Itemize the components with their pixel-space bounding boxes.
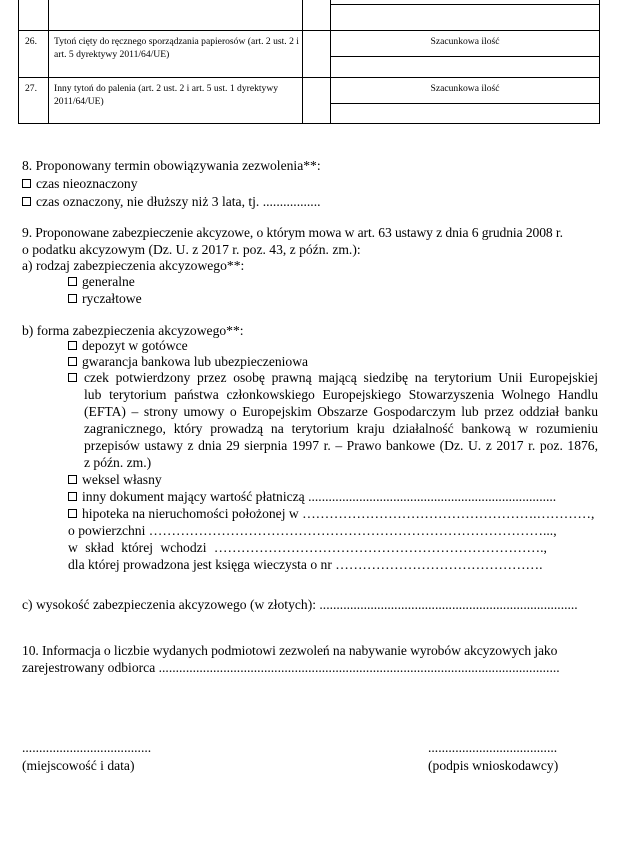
table-inner-line [330, 56, 600, 57]
checkbox-icon[interactable] [22, 197, 31, 206]
table-row-border [18, 77, 600, 78]
section9c-amount-field[interactable]: c) wysokość zabezpieczenia akcyzowego (w złotych): ............................................................................ [22, 597, 578, 612]
table-row-description: Inny tytoń do palenia (art. 2 ust. 2 i art. 5 ust. 1 dyrektywy 2011/64/UE) [54, 83, 279, 107]
section9-heading-line2: o podatku akcyzowym (Dz. U. z 2017 r. poz. 43, z późn. zm.): [22, 242, 361, 257]
cheque-text-line: lub terytorium państwa członkowskiego Europejskiego Stowarzyszenia Wolnego Handlu [84, 387, 598, 402]
option-label: depozyt w gotówce [82, 338, 188, 353]
signature-label: (podpis wnioskodawcy) [428, 758, 559, 773]
table-row-number: 27. [25, 83, 37, 94]
cheque-text-line: (EFTA) – strony umowy o Europejskim Obszarze Gospodarczym lub przez oddział banku [84, 404, 598, 419]
checkbox-icon[interactable] [68, 492, 77, 501]
section9b-option-promissory-note[interactable] [68, 471, 162, 488]
mortgage-land-register-field[interactable]: dla której prowadzona jest księga wieczysta o nr ………………………………………. [68, 557, 543, 572]
cheque-text-line: z późn. zm.) [84, 455, 152, 470]
checkbox-icon[interactable] [68, 277, 77, 286]
option-label: weksel własny [82, 472, 162, 487]
table-divider-num [48, 0, 49, 124]
option-label: czas nieoznaczony [36, 176, 138, 191]
section9a-option-general[interactable] [68, 273, 135, 290]
checkbox-icon[interactable] [68, 373, 77, 382]
table-row-qty-label: Szacunkowa ilość [430, 36, 500, 47]
section9b-option-cheque[interactable] [68, 369, 82, 386]
checkbox-icon[interactable] [68, 341, 77, 350]
table-inner-line [330, 103, 600, 104]
checkbox-icon[interactable] [22, 179, 31, 188]
option-label: gwarancja bankowa lub ubezpieczeniowa [82, 354, 309, 369]
section9b-option-guarantee[interactable] [68, 353, 308, 370]
section10-count-field[interactable]: zarejestrowany odbiorca ...................................................................................................................... [22, 660, 560, 675]
option-label: generalne [82, 274, 135, 289]
products-table [18, 0, 600, 124]
section8-option-fixed[interactable] [22, 193, 321, 210]
place-date-dots[interactable]: ...................................... [22, 740, 152, 755]
checkbox-icon[interactable] [68, 509, 77, 518]
option-label: ryczałtowe [82, 291, 142, 306]
table-row-number: 26. [25, 36, 37, 47]
section8-option-indefinite[interactable] [22, 175, 138, 192]
checkbox-icon[interactable] [68, 294, 77, 303]
signature-dots[interactable]: ...................................... [428, 740, 558, 755]
section9-heading-line1: 9. Proponowane zabezpieczenie akcyzowe, o którym mowa w art. 63 ustawy z dnia 6 grudnia 2008 r. [22, 225, 563, 240]
place-date-label: (miejscowość i data) [22, 758, 135, 773]
table-divider-mark [330, 0, 331, 124]
section9b-label: b) forma zabezpieczenia akcyzowego**: [22, 323, 244, 338]
section8-heading: 8. Proponowany termin obowiązywania zezwolenia**: [22, 158, 321, 173]
table-divider-desc [302, 0, 303, 124]
mortgage-area-field[interactable]: o powierzchni ……………………………………………………………………………..., [68, 523, 557, 538]
mortgage-composition-field[interactable]: w skład której wchodzi ………………………………………………………………., [68, 540, 547, 555]
option-label: hipoteka na nieruchomości położonej w …………………………………………….…………, [82, 506, 595, 521]
checkbox-icon[interactable] [68, 357, 77, 366]
section9a-option-flat[interactable] [68, 290, 142, 307]
section9b-option-other-document[interactable] [68, 488, 556, 505]
cheque-text-line: czek potwierdzony przez osobę prawną mającą siedzibę na terytorium Unii Europejskiej [84, 370, 598, 385]
option-label: czas oznaczony, nie dłuższy niż 3 lata, tj. ................. [36, 194, 321, 209]
table-row-description: Tytoń cięty do ręcznego sporządzania papierosów (art. 2 ust. 2 i art. 5 dyrektywy 2011/64/UE) [54, 36, 299, 60]
table-row-border [18, 30, 600, 31]
cheque-text-line: zagranicznego, który prowadzą na terytorium kraju działalność bankową w rozumieniu [84, 421, 598, 436]
table-row-qty-label: Szacunkowa ilość [430, 83, 500, 94]
table-border-right [599, 0, 600, 124]
option-label: inny dokument mający wartość płatniczą ......................................................................... [82, 489, 557, 504]
table-border-left [18, 0, 19, 124]
section9a-label: a) rodzaj zabezpieczenia akcyzowego**: [22, 258, 245, 273]
cheque-text-line: przepisów ustawy z dnia 29 sierpnia 1997 r. – Prawo bankowe (Dz. U. z 2017 r. poz. 1876, [84, 438, 598, 453]
table-bottom-border [18, 123, 600, 124]
section9b-option-mortgage[interactable] [68, 505, 594, 522]
section9b-option-cash[interactable] [68, 337, 188, 354]
checkbox-icon[interactable] [68, 475, 77, 484]
section10-line1: 10. Informacja o liczbie wydanych podmiotowi zezwoleń na nabywanie wyrobów akcyzowych jako [22, 643, 558, 658]
table-inner-line [330, 4, 600, 5]
